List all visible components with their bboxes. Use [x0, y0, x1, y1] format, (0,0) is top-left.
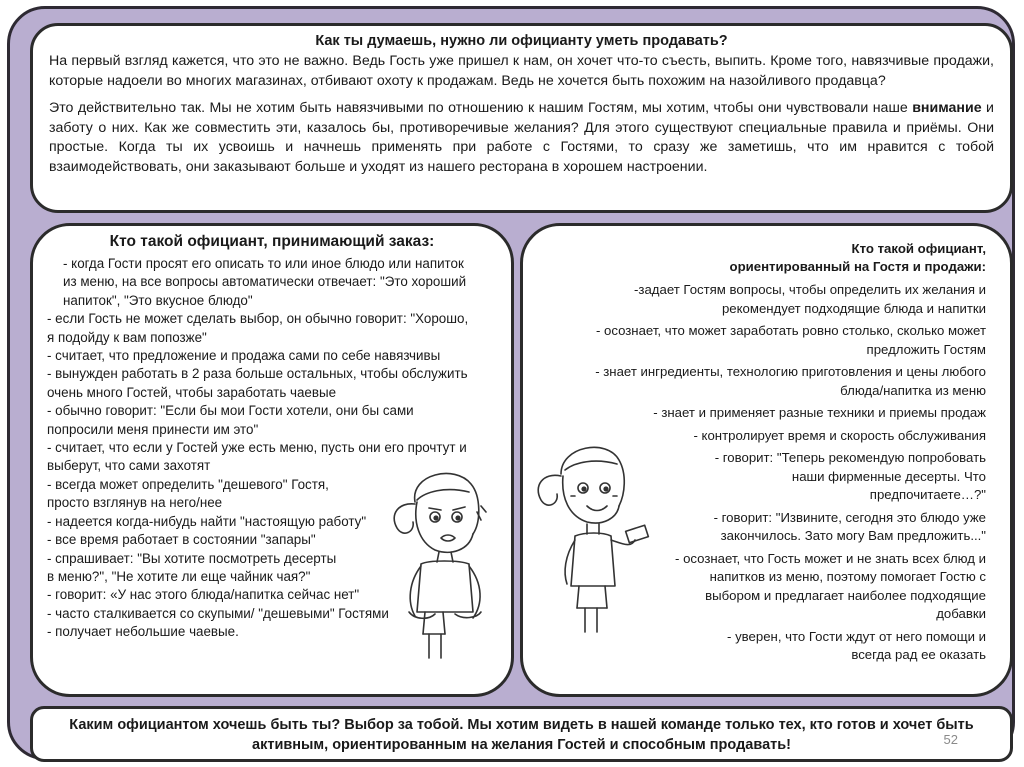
list-item: просто взглянув на него/нее [47, 495, 223, 511]
list-item: -задает Гостям вопросы, чтобы определить их желания и рекомендует подходящие блюда и напитки [634, 282, 986, 316]
title-line-2: ориентированный на Гостя и продажи: [729, 259, 986, 274]
page-number: 52 [943, 732, 958, 747]
order-taker-title: Кто такой официант, принимающий заказ: [109, 233, 435, 250]
list-item: - получает небольшие чаевые. [47, 624, 239, 640]
list-item: - знает ингредиенты, технологию приготовления и цены любого блюда/напитка из меню [595, 364, 986, 398]
list-item: - считает, что предложение и продажа сами по себе навязчивы [47, 348, 441, 364]
intro-paragraph-2-bold: внимание [912, 100, 982, 116]
intro-paragraph-2-end: и заботу о них. Как же совместить эти, казалось бы, противоречивые желания? Для этого существуют специальные правила и приёмы. Они простые. Когда ты их усвоишь и начнешь применять при работе с Гостями, то сразу же заметишь, что им нравится с тобой взаимодействовать, они заказывают больше и уходят из нашего ресторана в хорошем настроении. [49, 100, 994, 175]
list-item: - говорит: "Теперь рекомендую попробовать наши фирменные десерты. Что предпочитаете…?" [714, 450, 986, 502]
list-item: в меню?", "Не хотите ли еще чайник чая?" [47, 568, 311, 584]
intro-paragraph-2 [49, 99, 994, 177]
smiling-waitress-with-card-icon [531, 436, 651, 636]
list-item: - всегда может определить "дешевого" Гостя, [47, 476, 329, 492]
guest-oriented-title [537, 240, 996, 276]
list-item: - надеется когда-нибудь найти "настоящую работу" [47, 513, 367, 529]
list-item: - контролирует время и скорость обслуживания [693, 427, 986, 443]
title-line-1: Кто такой официант, [851, 241, 986, 256]
conclusion-text: Каким официантом хочешь быть ты? Выбор за тобой. Мы хотим видеть в нашей команде только тех, кто готов и хочет быть активным, ориентированным на желания Гостей и способным продавать! [69, 717, 974, 753]
list-item: - осознает, что может заработать ровно столько, сколько может предложить Гостям [595, 323, 986, 357]
list-item: - говорит: "Извините, сегодня это блюдо уже закончилось. Зато могу Вам предложить..." [713, 509, 986, 543]
list-item: - когда Гости просят его описать то или иное блюдо или напиток из меню, на все вопросы автоматически отвечает: "Это хороший напиток", "Это вкусное блюдо" [63, 256, 467, 308]
list-item: - осознает, что Гость может и не знать всех блюд и напитков из меню, поэтому помогает Гостю с выбором и предлагает наиболее подходящие добавки [675, 550, 986, 621]
list-item: - знает и применяет разные техники и приемы продаж [653, 405, 986, 420]
slide-frame [7, 6, 1015, 760]
list-item: - если Гость не может сделать выбор, он обычно говорит: "Хорошо, я подойду к вам попозже" [47, 311, 469, 345]
list-item: - спрашивает: "Вы хотите посмотреть десерты [47, 550, 337, 566]
conclusion-panel [30, 706, 1013, 762]
intro-title: Как ты думаешь, нужно ли официанту уметь продавать? [315, 33, 728, 49]
order-taker-panel [30, 223, 514, 697]
intro-paragraph-2-start: Это действительно так. Мы не хотим быть навязчивыми по отношению к нашим Гостям, мы хотим, чтобы они чувствовали наше [49, 100, 913, 116]
guest-oriented-panel [520, 223, 1013, 697]
list-item: - все время работает в состоянии "запары" [47, 532, 316, 548]
list-item: - говорит: «У нас этого блюда/напитка сейчас нет" [47, 587, 360, 603]
list-item: - обычно говорит: "Если бы мои Гости хотели, они бы сами попросили меня принести им это" [47, 403, 414, 437]
list-item: - часто сталкивается со скупыми/ "дешевыми" Гостями [47, 605, 389, 621]
list-item: - считает, что если у Гостей уже есть меню, пусть они его прочтут и выберут, что сами захотят [47, 440, 467, 474]
list-item: - вынужден работать в 2 раза больше остальных, чтобы обслужить очень много Гостей, чтобы заработать чаевые [47, 366, 468, 400]
worried-waitress-icon [385, 462, 497, 662]
intro-paragraph-1: На первый взгляд кажется, что это не важно. Ведь Гость уже пришел к нам, он хочет что-то съесть, выпить. Кроме того, навязчивые продажи, которые надоели во многих магазинах, отбивают охоту к продажам. Ведь не хочется быть похожим на назойливого продавца? [49, 53, 994, 89]
intro-panel [30, 23, 1013, 213]
list-item: - уверен, что Гости ждут от него помощи и всегда рад ее оказать [727, 628, 986, 662]
